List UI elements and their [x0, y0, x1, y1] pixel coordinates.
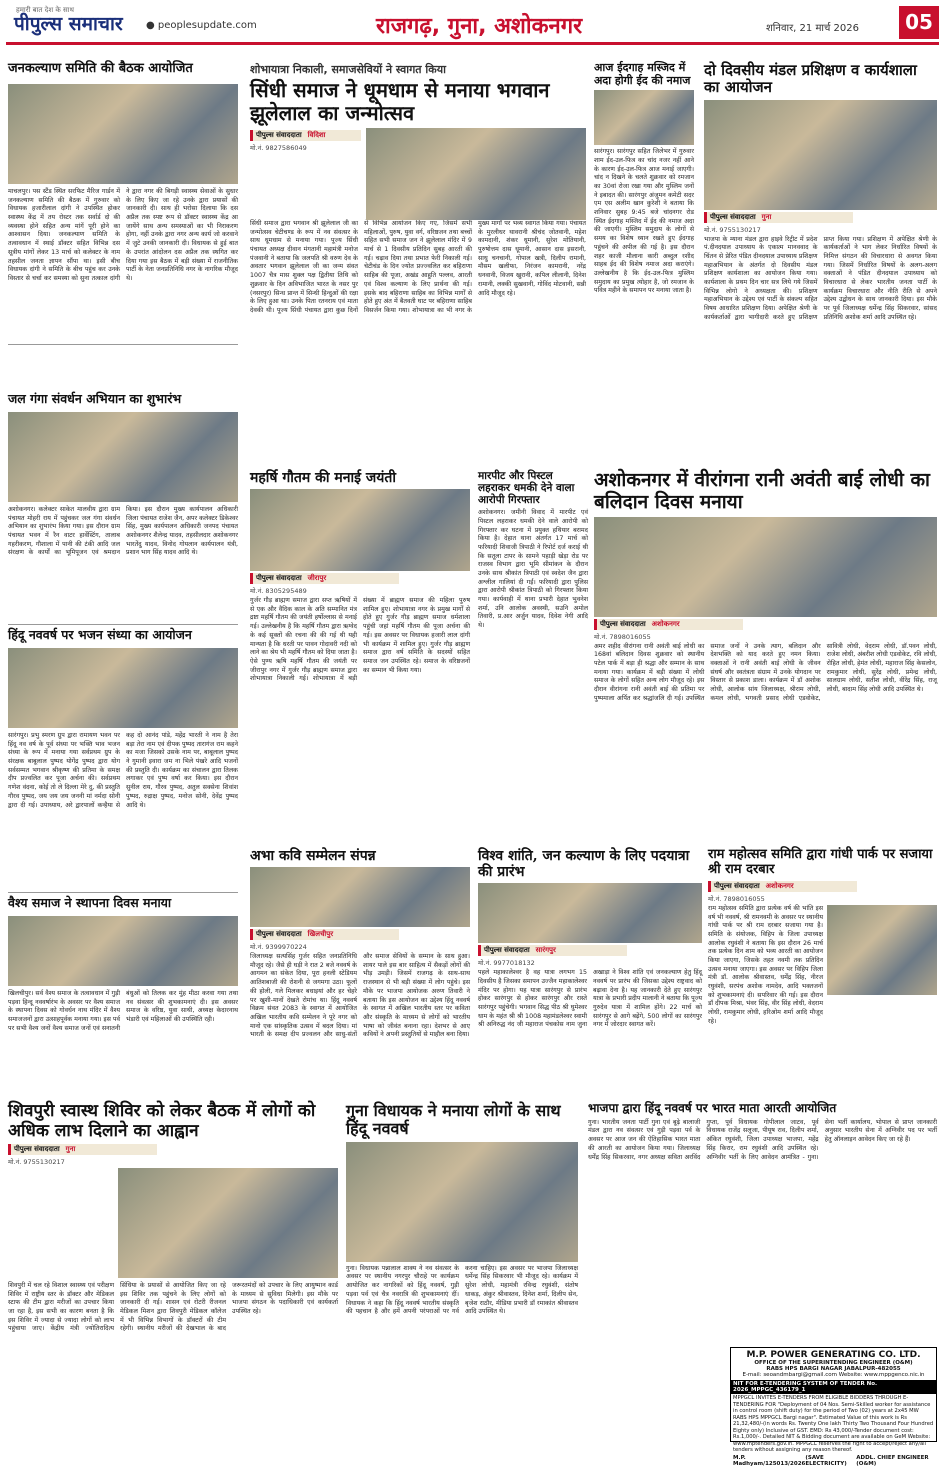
tender-slogan: (SAVE ELECTRICITY): [805, 1454, 847, 1467]
reporter-phone: मो.नं. 9755130217: [8, 1158, 65, 1167]
headline: भाजपा द्वारा हिंदू नववर्ष पर भारत माता आरती आयोजित: [588, 1101, 837, 1115]
tender-nit: NIT FOR E-TENDERING SYSTEM OF TENDER No. 2026_MPPGC_436179_1: [731, 1380, 936, 1394]
headline: विश्व शांति, जन कल्याण के लिए पदयात्रा की प्रारंभ: [478, 848, 690, 881]
byline-location: गुना: [65, 1145, 76, 1154]
news-photo: [594, 517, 937, 617]
headline: वैश्य समाज ने स्थापना दिवस मनाया: [8, 895, 172, 910]
reporter-phone: मो.नं. 9755130217: [704, 225, 761, 234]
article-body: गुना। भारतीय जनता पार्टी गुना एवं बूढ़े बालाजी मंडल द्वारा नव संवत्सर एवं गुड़ी पड़वा पर्व के अवसर पर आज जन की ऐतिहासिक भारत माता की आरती का आयोजन किया गया। जिलाध्यक्ष धर्मेंद्र सिंह सिकरवार, नगर अध्यक्ष सविता अरविंद गुप्ता, पूर्व विधायक गोपीलाल जाटव, पूर्व विधायक राजेंद्र सलूजा, पीयूष राव, दिलीप शर्मा, अंकित रघुवंशी, जिला उपाध्यक्ष भाजपा, महेंद्र सिंह किरार, राम रघुवंशी आदि उपस्थित रहे। अग्निवीर भर्ती के लिए आवेदन आमंत्रित - गुना। सेना भर्ती कार्यालय, भोपाल से प्राप्त जानकारी अनुसार भारतीय सेना में अग्निवीर पद पर भर्ती हेतु ऑनलाइन आवेदन किए जा रहे हैं।: [588, 1118, 937, 1161]
tender-email: E-mail: seoandmbargi@gmail.com Website: www.mppgenco.nic.in: [742, 1372, 925, 1378]
byline-reporter: पीपुल्स संवाददाता: [600, 619, 646, 628]
news-photo: [250, 489, 470, 571]
article-body: राम महोत्सव समिति द्वारा प्रत्येक वर्ष की भांति इस वर्ष भी नववर्ष, श्री रामनवमी के अवसर पर स्थानीय गांधी पार्क पर श्री राम दरबार सजाया गया है। समिति के संयोजक, विहिप के जिला उपाध्यक्ष आलोक रघुवंशी ने बताया कि इस दौरान 26 मार्च तक प्रत्येक दिन शाम को भव्य आरती का आयोजन किया जाएगा, जिसके तहत नवमी तक प्रतिदिन उत्सव मनाया जाएगा। इस अवसर पर विहिप जिला मंत्री डॉ. आलोक श्रीवास्तव, धर्मेंद्र सिंह, नीरज रघुवंशी, सरपंच अशोक नामदेव, आदि भक्तजनों को शुभकामनाएं दी। सपरिवार की गई। इस दौरान डॉ दीपक मिश्रा, भंवर सिंह, वीर सिंह लोधी, वेदराम लोधी, रामकुमार लोधी, हरिओम शर्मा आदि मौजूद रहे।: [708, 904, 823, 1025]
headline: अभा कवि सम्मेलन संपन्न: [250, 848, 376, 864]
article-jal-ganga: [8, 392, 238, 622]
byline: [250, 130, 361, 141]
article-body: भाजपा के म्याना मंडल द्वारा हाइवे रिट्रीट में प्रदेश पं.दीनदयाल उपाध्याय के एकात्म मानववाद के चिंतन से प्रेरित पंडित दीनदयाल उपाध्याय प्रशिक्षण महाअभियान के अंतर्गत दो दिवसीय मंडल प्रशिक्षण कार्यशाला का आयोजन किया गया। कार्यशाला के प्रथम दिन चार सत्र लिये गये जिसमें विभिन्न लोगो ने अध्यक्षता की। प्रशिक्षण महाअभियान के उद्देश्य एवं पार्टी के संकल्प सहित विषय आधारित प्रशिक्षण दिया। अपेक्षित श्रेणी के कार्यकर्ताओं द्वारा भागीदारी करते हुए प्रशिक्षण प्राप्त किया गया। प्रशिक्षण में अपेक्षित श्रेणी के कार्यकर्ताओं ने भाग लेकर निर्धारित विषयों के निमित्त संगठन की विचारधारा से अवगत किया गया। जिसमें निर्धारित विषयों के अलग-अलग वक्ताओं ने पंडित दीनदयाल उपाध्याय को विचारधारा से लेकर भारतीय जनता पार्टी के कार्यक्रम विचारधारा और नीति रीति से अपने उद्देश्य उद्बोधन के साथ जानकारी दिया। इस मौके पर पूर्व जिलाध्यक्ष धर्मेन्द्र सिंह सिकरवार, सांसद प्रतिनिधि अशोक शर्मा आदि उपस्थित रहे।: [704, 235, 937, 321]
article-kavi-sammelan: [250, 848, 470, 1096]
headline: राम महोत्सव समिति द्वारा गांधी पार्क पर सजाया श्री राम दरबार: [708, 847, 933, 877]
reporter-phone: मो.नं. 9977018132: [478, 959, 535, 968]
divider: [8, 344, 238, 345]
byline-reporter: पीपुल्स संवाददाता: [714, 881, 760, 890]
news-photo: [250, 867, 470, 927]
byline-location: गुना: [761, 212, 772, 221]
article-body: अशोकनगर। जमीनी विवाद में मारपीट एवं पिस्टल लहराकर धमकी देने वाले आरोपी को गिरफ्तार कर घटना में प्रयुक्त हथियार बरामद किया है। देहात थाना अंतर्गत 17 मार्च को फरियादी शिवाजी त्रिपाठी ने रिपोर्ट दर्ज कराई थी कि सतूला टापर के सामने पहाड़ी खेड़ा रोड पर राजस्व विभाग द्वारा भूमि सीमांकन के दौरान उनके साथ श्रीकांत त्रिपाठी एवं स्वदेश जैन द्वारा अश्लील गालियां दी गईं। फरियादी द्वारा पुलिस द्वारा आरोपी श्रीकांत त्रिपाठी को गिरफ्तार किया गया। कार्यवाही में थाना प्रभारी देहात भुवनेश शर्मा, उनि आलोक अवस्थी, सउनि अमोल तिवारी, प्र.आर अर्जुन यादव, दिवेश नेगी आदि थे।: [478, 509, 588, 630]
article-sindhi-samaj: [250, 62, 586, 464]
byline: [708, 881, 857, 892]
article-maharshi-gautam: [250, 470, 470, 840]
news-photo: [118, 1168, 338, 1278]
article-body: गुर्जर गौड़ ब्राह्मण समाज द्वारा सप्त ऋषियों में से एक और वैदिक काल के अति सम्मानित मंत्र द्रष्टा महर्षि गौतम की जयंती हर्षोल्लास से मनाई गई। उल्लेखनीय है कि महर्षि गौतम द्वारा ऋग्वेद के कई सूक्तों की रचना की की गई थी यही मान्यता है कि धरती पर पावन गोदावरी नदी को लाने का श्रेय भी महर्षि गौतम को दिया जाता है। ऐसे पुण्य ऋषि महर्षि गौतम की जयंती पर जीरापुर नगर में गुर्जर गौड़ ब्राह्मण समाज द्वारा शोभायात्रा निकाली गई। शोभायात्रा में बड़ी संख्या में ब्राह्मण समाज की महिला पुरुष शामिल हुए। शोभायात्रा नगर के प्रमुख मार्गों से होते हुए गुर्जर गौड़ ब्राह्मण समाज धर्मशाला पहुंची जहां महर्षि गौतम की पूजा अर्चना की गई। इस अवसर पर विधायक हजारी लाल दांगी भी कार्यक्रम में शामिल हुए। गुर्जर गौड़ ब्राह्मण समाज द्वारा वर्ष समिति के सदस्यों सहित समाज जन उपस्थित रहे। समाज के वरिष्ठजनों का सम्मान भी किया गया।: [250, 597, 470, 683]
news-photo: [827, 905, 937, 995]
kicker: शोभायात्रा निकाली, समाजसेवियों ने स्वागत किया: [250, 63, 446, 76]
byline: [250, 573, 399, 584]
brand-tagline: हमारी बात देश के साथ: [16, 6, 74, 14]
article-body: अशोकनगर। कलेक्टर साकेत मालवीय द्वारा ग्राम पंचायत मोहरी राय में पहुंचकर जल गंगा संवर्धन अभियान का शुभारंभ किया गया। इस दौरान ग्राम पंचायत भवन में रैन वाटर हार्वेस्टिंग, तालाब गहरीकरण, गौशाला में पानी की टंकी आदि जल संरक्षण के कार्यों का भूमिपूजन एवं श्रमदान किया। इस दौरान मुख्य कार्यपालन अधिकारी जिला पंचायत राजेश जैन, अपर कलेक्टर डिकेश्वर सिंह, मुख्य कार्यपालन अधिकारी जनपद पंचायत अशोकनगर शैलेन्द्र यादव, तहसीलदार अशोकनगर भारतेंदु यादव, विनोद गोयलान कार्यपालन यंत्री, प्रशान भाग सिंह यादव आदि थे।: [8, 506, 238, 557]
article-bhajan-sandhya: [8, 628, 238, 890]
page-number: 05: [899, 6, 939, 39]
article-body: सारंगपुर। प्रभु स्मरण ग्रुप द्वारा रामायण भवन पर हिंदू नव वर्ष के पूर्व संध्या पर भक्ति भाव भजन संध्या के रूप में मनाया गया सर्वप्रथम ग्रुप के संरक्षक बाबूलाल पुष्पद योगेंद्र पुष्पद द्वारा योग सर्वसम्मत भगवान श्रीकृष्ण की प्रतिमा के समक्ष दीप प्रज्वलित कर पूजा अर्चना की। सर्वप्रथम गणेश वंदना, कोई तो ले दिल्ला मेरे दु, की प्रस्तुति गौरव पुष्पद, जय जय जय जननी मां नर्मदा सोनी द्वारा दी गई। उपाध्याय, अरे द्वारपालों कन्हैया से कह दो आनंद पांडे, महेंद्र भारती ने नाम है तेरा बड़ा तेरा नाम एवं दीपक पुष्पद तारागंज राम कहने का मजा जिसको उसके नाम पर, बाबूलाल पुष्पद ने गुमानी इवारा जम ना भिले पंखरे आदि भजनों की प्रस्तुति दी। कार्यक्रम का संचालन द्वारा तिलक लगाकर एवं पुष्प वर्षा कर किया। इस दौरान सुनील राय, गौरव पुष्पद, अतुल सक्सेना शिवांश पुष्पद, रुद्राक्ष पुष्पद, मनोज सोनी, देवेंद्र पुष्पद आदि थे।: [8, 732, 238, 809]
article-jankalyan: [8, 62, 238, 342]
article-body: अमर शहीद वीरांगना रानी अवंती बाई लोधी का 168वां बलिदान दिवस शुक्रवार को स्थानीय पटेल पार्क में बड़ा ही श्रद्धा और सम्मान के साथ मनाया गया। कार्यक्रम में बड़ी संख्या में लोधी समाज के लोगों सहित अन्य लोग मौजूद रहे। इस दौरान वीरांगना रानी अवंती बाई की प्रतिमा पर पुष्पमाला अर्पित कर श्रद्धांजलि दी गई। उपस्थित समाज जनों ने उनके त्याग, बलिदान और देशभक्ति को याद करते हुए नमन किया। वक्ताओं ने रानी अवंती बाई लोधी के जीवन संघर्ष और स्वतंत्रता संग्राम में उनके योगदान पर विस्तार से प्रकाश डाला। कार्यक्रम में डॉ अशोक लोधी, आलोक सांय जिलाध्यक्ष, श्रीराम लोधी, कमल लोधी, भगवती प्रसाद लोधी एडवोकेट, सावित्री लोधी, वेदराम लोधी, डॉ.पवन लोधी, राजेश लोधी, अंबरीश लोधी एडवोकेट, रवि लोधी, रोहित लोधी, हेमंत लोधी, महाराज सिंह केसलोन, रामकुमार लोधी, सुरेंद्र लोधी, प्रमेन्द्र लोधी, सालग्राम लोधी, सतीश लोधी, वीरेंद्र सिंह, राजू लोधी, बादाम सिंह लोधी आदि उपस्थित थे।: [594, 642, 937, 702]
newspaper-logo: [14, 6, 123, 36]
tender-body: MPPGCL INVITES E-TENDERS FROM ELIGIBLE BIDDERS THROUGH E-TENDERING FOR "Deployment of 04 Nos. Semi-Skilled worker for assistance in control room (shift duty) for the period of Two (02) years at 2x45 MW RABS HPS MPPGCL Bargi nagar". Estimated Value of this work is Rs 21,32,480/-(in words Rs. Twenty One lakh Thirty Two Thousand Four Hundred Eighty only) Inclusive of GST. EMD: Rs 43,000/-Tender document cost: Rs.1,000/-. Detailed NIT & Bidding document are available on GeM Website: www.mptenders.gov.in. MPPGCL reserves the right to accept/reject any/all tenders without assigning any reason thereof.: [733, 1395, 934, 1453]
article-body: सिंधी समाज द्वारा भगवान श्री झूलेलाल जी का जन्मोत्सव चेटीचण्ड के रूप में नव संवत्सर के साथ धूमधाम से मनाया गया। पूज्य सिंधी पंचायत अध्यक्ष दीवान मंगतानी महामंत्री मनोज पंजवानी ने बताया कि जलपति श्री वरुण देव के अवतार भगवान झूलेलाल जी का जन्म संवत 1007 चैत्र मास शुक्ल पक्ष द्वितीया तिथि को शुक्रवार के दिन अविभाजित भारत के नसर पुर (नसरपुर) सिन्ध प्रान्त में सिन्धी हिन्दुओं की रक्षा के लिए हुआ था। उनके पिता रतनराय एवं माता देवकी थी। पूज्य सिंधी पंचायत द्वारा कुछ दिनों से विभिन्न आयोजन किए गए, जिसमें सभी महिलाओं, पुरुष, युवा वर्ग, वरिष्ठजन तथा बच्चों सहित सभी समाज जन ने झूलेलाल मंदिर में 9 मार्च से 1 दिवसीय प्रतिदिन सुबह आरती की गई। चढ़ाव दिया तथा प्रभात फेरी निकाली गई। चेटीचंड के दिन ज्योत प्रज्ज्वलित कर बहिराणा साहिब की पूजा, अखंड आहुति पल्लव, आरती एवं विश्व कल्याण के लिए प्रार्थना की गई। इसके बाद बहिराणा साहिब का विभिन्न मार्गों से होते हुए अंत में बैतवती घाट पर बहिराणा साहिब विसर्जन किया गया। शोभायात्रा का भी नगर के मुख्य मार्गों पर भव्य स्वागत किया गया। पंचायत के मुरलीधर थावरानी श्रीचंद जोतवानी, महेश कामदानी, शंकर धूमानी, सुरेश मोतियानी, पुरुषोत्तम दास धूमानी, आसान दास इसरानी, साधु चनचानी, गोपाल खत्री, दिलीप रामानी, मौसम खलीफा, निरंजन कामरानी, नरेंद्र धनवानी, विजय खुरानी, कपिल लीलानी, दिनेश रामानी, लक्की सुखवानी, गोविंद मोटवानी, सन्नी आदि मौजूद रहे।: [250, 220, 586, 314]
byline-reporter: पीपुल्स संवाददाता: [256, 930, 302, 939]
news-photo: [594, 90, 694, 145]
news-photo: [704, 100, 937, 210]
reporter-phone: मो.नं. 8305295489: [250, 587, 307, 596]
headline: आज ईदगाह मस्जिद में अदा होगी ईद की नमाज: [594, 61, 691, 87]
tender-office: OFFICE OF THE SUPERINTENDING ENGINEER (O&M): [754, 1360, 913, 1366]
article-arrest: [478, 470, 588, 840]
headline: जल गंगा संवर्धन अभियान का शुभारंभ: [8, 391, 182, 406]
byline: [250, 929, 399, 940]
issue-date: शनिवार, 21 मार्च 2026: [766, 23, 859, 34]
byline-reporter: पीपुल्स संवाददाता: [256, 131, 302, 139]
tender-address: RABS HPS BARGI NAGAR JABALPUR-482055: [766, 1366, 901, 1372]
headline: मारपीट और पिस्टल लहराकर धमकी देने वाला आरोपी गिरफ्तार: [478, 470, 575, 507]
byline: [478, 945, 627, 956]
tender-advertisement: [730, 1347, 937, 1467]
news-photo: [8, 916, 238, 986]
headline: सिंधी समाज ने धूमधाम से मनाया भगवान झूलेलाल का जन्मोत्सव: [250, 78, 550, 125]
byline-location: अशोकनगर: [765, 881, 794, 890]
article-body: पहले महाकालेश्वर है वह यात्रा लगभग 15 दिवसीय है जिसका समापन उज्जैन महाकालेश्वर मंदिर पर होगा। यह यात्रा सारंगपुर से प्रारंभ होकर सारंगपुर से होकर सारंगपुर और रास्ते सारंगपुर पहुंचेगी। भगवान सिद्ध पीठ श्री घुमेश्वर धाम के महंत श्री श्री 1008 महामंडलेश्वर स्वामी श्री अनिरुद्ध नंद जी महाराज पंचकोस नाम जुना अखाड़ा ने विश्व शांति एवं जनकल्याण हेतु हिंदू नववर्ष पर प्रारंभ की जिसका उद्देश्य राष्ट्रवाद को बढ़ावा देना है। यह जानकारी देते हुए सारंगपुर यात्रा के प्रभारी प्रदीप मालानी ने बताया कि पूज्य गुरुदेव यात्रा में शामिल होंगे। 22 मार्च को सारंगपुर से आगे बढ़ेंगे, 500 लोगों का सारंगपुर नगर में जोरदार स्वागत करें।: [478, 969, 702, 1029]
reporter-phone: मो.नं. 7898016055: [594, 632, 651, 641]
tender-signatory: ADDL. CHIEF ENGINEER (O&M): [856, 1454, 929, 1467]
headline: जनकल्याण समिति की बैठक आयोजित: [8, 61, 193, 76]
reporter-phone: मो.नं. 9399970224: [250, 943, 307, 952]
divider: [8, 892, 238, 893]
tender-company: M.P. POWER GENERATING CO. LTD.: [746, 1350, 921, 1360]
divider: [8, 624, 238, 625]
headline: गुना विधायक ने मनाया लोगों के साथ हिंदू नववर्ष: [346, 1101, 561, 1139]
headline: दो दिवसीय मंडल प्रशिक्षण व कार्यशाला का आयोजन: [704, 61, 917, 97]
brand-name: पीपुल्स समाचार: [14, 13, 123, 35]
headline: महर्षि गौतम की मनाई जयंती: [250, 470, 397, 486]
website-text: peoplesupdate.com: [157, 20, 257, 31]
article-padyatra: [478, 848, 702, 1096]
byline-location: सारंगपुर: [535, 946, 556, 955]
byline-reporter: पीपुल्स संवाददाता: [484, 946, 530, 955]
masthead: [6, 6, 939, 45]
article-body: माचलपुर। पस स्टैंड स्थित सरफिट मैरिज गार्डन में जनकल्याण समिति की बैठक में गुरुवार को विधायक हजारीलाल दांगी ने उपस्थित होकर स्वास्थ्य केंद्र में तय रोस्टर तक सर्वार्ड दो की व्यवस्था होने सहित अन्य मांगें पूरी होने का आश्वासन दिया। जनकल्याण समिति के तत्वावधान में स्थाई डॉक्टर सहित विभिन्न दस सूत्रीय मांगों लेकर 13 मार्च को कलेक्टर के नाम तहसील जनता ज्ञापन सौंपा था। इसी बीच विधायक दांगी ने समिति के बीच पहुंच कर उनके विस्तार से चर्चा कर समस्या को सुना तत्काल दांगी ने द्वारा नगर की बिगड़ी स्वास्थ्य सेवाओं के सुधार के लिए किए जा रहे उनके द्वारा प्रयासों की जानकारी दी। साथ ही भरोसा दिलाया कि दस अप्रैल तक स्पष्ट रूप से डॉक्टर स्वास्थ्य केंद्र आ जायेंगे साथ अन्य समस्याओं का भी निराकरण होगा, नहीं उनके द्वारा नगर अन्य कार्य जो करवाने में जुटे उनकी जानकारी दी। विधायक से हुई बात के उपरांत आंदोलन दस अप्रैल तक स्थगित कर दिया गया इस बैठक में बड़ी संख्या में राजनीतिक पार्टी के नेता जनप्रतिनिधि नगर के नागरिक मौजूद थे।: [8, 188, 238, 282]
article-bharat-mata-aarti: [588, 1102, 937, 1342]
article-ram-darbar: [708, 848, 937, 1096]
byline: [8, 1144, 157, 1155]
byline: [594, 619, 743, 630]
article-mandal-prashikshan: [704, 62, 937, 464]
tender-footer: [731, 1455, 936, 1467]
byline: [704, 212, 853, 223]
news-photo: [346, 1142, 578, 1262]
news-photo: [478, 883, 702, 943]
article-vaishya-samaj: [8, 896, 238, 1086]
headline: हिंदू नववर्ष पर भजन संध्या का आयोजन: [8, 627, 192, 642]
article-body: शिवपुरी में चल रहे विशाल स्वास्थ्य एवं परीक्षण शिविर में राष्ट्रीय स्तर के डॉक्टर और मेडिकल स्टाफ की टीम द्वारा मरीजों का उपचार किया जा रहा है, इस सभी का कारण बनता है कि इस शिविर में ज्यादा से ज्यादा लोगों को लाभ पहुंचाया जाए। केंद्रीय मंत्री ज्योतिरादित्य सिंधिया के प्रयासों से आयोजित किए जा रहे इस शिविर तक पहुंचने के लिए लोगों को जानकारी दी गई। शासन एवं रोटरी रीजनल मेडिकल मिशन द्वारा शिवपुरी मेडिकल कॉलेज में भी विभिन्न विभागों के डॉक्टरों की टीम रहेगी। स्थानीय मरीजों की देखभाल के बाद जरूरतमंदों को उपचार के लिए आयुष्मान कार्ड के माध्यम से सुविधा मिलेगी। इस मौके पर भाजपा संगठन के पदाधिकारी एवं कार्यकर्ता उपस्थित रहे।: [8, 1282, 338, 1333]
news-photo: [8, 412, 238, 502]
website-link[interactable]: ● peoplesupdate.com: [146, 20, 257, 31]
byline-location: जीरापुर: [307, 574, 327, 583]
byline-reporter: पीपुल्स संवाददाता: [256, 574, 302, 583]
byline-location: अशोकनगर: [651, 619, 680, 628]
reporter-phone: मो.नं. 9827586049: [250, 144, 307, 152]
article-body: खिलचीपुर। सर्व वैश्य समाज के तत्वावधान में गुड़ी पड़वा हिन्दू नववर्षारंभ के अवसर पर वैश्य समाज के स्थापना दिवस को गोवर्धन नाथ मंदिर में वैश्य समाजजनों द्वारा उत्साहपूर्वक मनाया गया। इस पर्व पर सभी वैश्य जनों वैश्य समाज जनों एवं सनातनी बंधुओं को तिलक कर मुंह मीठा करवा गया तथा नव संवत्सर की शुभकामनाएं दी। इस अवसर समाज के वरिष्ठ, युवा साथी, अध्यक्ष केदारनाथ भंडारी एवं महिलाओं की उपस्थिति रही।: [8, 990, 238, 1032]
section-title: राजगढ़, गुना, अशोकनगर: [376, 14, 583, 39]
article-eid-namaz: [594, 62, 694, 464]
reporter-phone: मो.नं. 7898016055: [708, 894, 765, 903]
byline-reporter: पीपुल्स संवाददाता: [14, 1145, 60, 1154]
article-rani-avanti-bai: [594, 470, 937, 840]
article-body: जिलाध्यक्ष सत्यसिंह गुर्जर सहित जनप्रतिनिधि मौजूद रहे। जैसे ही घड़ी ने रात 2 बजे नववर्ष के आगमन का संकेत दिया, पूरा हनली स्टेडियम आतिशबाजी की रोशनी से जगमगा उठा। फूलों की होली, गले मिलकर बधाइयां और हर चेहरे पर खुशी-मानों देखते रोमांच था। हिंदू नववर्ष विक्रम संवत 2083 के स्वागत में आयोजित अखिल भारतीय कवि सम्मेलन ने पूरे नगर को मानो एक सांस्कृतिक उत्सव में बदल दिया। मां भारती के समक्ष दीप प्रज्वलन और साधु-संतों और समाज सेवियों के सम्मान के साथ हुआ। शायर पाले इस बार साहित्य में सैकड़ों लोगों की भीड़ उमड़ी। जिसमें राजगढ़ के साथ-साथ राजस्थान से भी बड़ी संख्या में लोग पहुंचे। इस मौके पर भाजपा आयोजक अरुण तिवारी ने बताया कि इस आयोजन का उद्देश्य हिंदू नववर्ष के स्वागत में अखिल भारतीय स्तर पर कविता और संस्कृति के माध्यम से लोगों को भारतीय भाषा को जीवंत बनाना रहा। देशभर से आए कवियों ने अपनी प्रस्तुतियों से माहौल बना दिया।: [250, 953, 470, 1039]
tender-ref: M.P. Madhyam/125013/2026: [733, 1454, 806, 1467]
byline-location: खिलचीपुर: [307, 930, 334, 939]
news-photo: [366, 128, 586, 220]
headline: अशोकनगर में वीरांगना रानी अवंती बाई लोधी का बलिदान दिवस मनाया: [594, 469, 930, 513]
headline: शिवपुरी स्वास्थ शिविर को लेकर बैठक में लोगों को अधिक लाभ दिलाने का आह्वान: [8, 1101, 316, 1141]
byline-reporter: पीपुल्स संवाददाता: [710, 212, 756, 221]
article-body: सारंगपुर। सारंगपुर सहित जिलेभर में गुरुवार शाम ईद-उल-फित्र का चांद नजर नहीं आने के कारण ईद-उल-फित्र आज मनाई जाएगी। चांद न दिखने के चलते शुक्रवार को रमजान का 30वां रोजा रखा गया और मुस्लिम जनों ने इबादत की। सारंगपुर अंजुमन कमेटी सदर एम एस अलीम खान कुरेशी ने बताया कि शनिवार सुबह 9:45 बजे चांदनगर रोड स्थित ईदगाह मस्जिद में ईद की नमाज अदा की जाएगी। मुस्लिम समुदाय के लोगों से समय का विशेष ध्यान रखते हुए ईदगाह पहुंचने की अपील की गई है। इस दौरान शहर काजी मौलाना कारी अब्दुल रशीद साहब ईद की विशेष नमाज अदा कराएंगे। उल्लेखनीय है कि ईद-उल-फित्र मुस्लिम समुदाय का प्रमुख त्योहार है, जो रमजान के पवित्र महीने के समापन पर मनाया जाता है।: [594, 148, 694, 295]
news-photo: [8, 84, 238, 184]
byline-location: विदिशा: [307, 131, 326, 139]
news-photo: [8, 648, 238, 728]
article-shivpuri-health-camp: [8, 1102, 338, 1437]
article-body: गुना। विधायक पन्नालाल शाक्य ने नव संवत्सर के अवसर पर स्थानीय नगरपुर चौराहे पर कार्यक्रम आयोजित कर नागरिकों को हिंदू नववर्ष, गुड़ी पड़वा पर्व एवं चैत्र नवरात्रि की शुभकामनाएं दीं। विधायक ने कहा कि हिंदू नववर्ष भारतीय संस्कृति की पहचान है और हमें अपनी परंपराओं पर गर्व करना चाहिए। इस अवसर पर भाजपा जिलाध्यक्ष धर्मेन्द्र सिंह सिकरवार भी मौजूद रहे। कार्यक्रम में सुरेश लोधी, महामंत्री रविन्द्र रघुवंशी, संतोष धाकड़, अंकुर श्रीवास्तव, दिनेश शर्मा, दिलीप सेन, बृजेश राठौर, मीडिया प्रभारी डॉ रमाकांत श्रीवास्तव आदि उपस्थित थे।: [346, 1264, 578, 1316]
article-guna-vidhayak: [346, 1102, 578, 1437]
